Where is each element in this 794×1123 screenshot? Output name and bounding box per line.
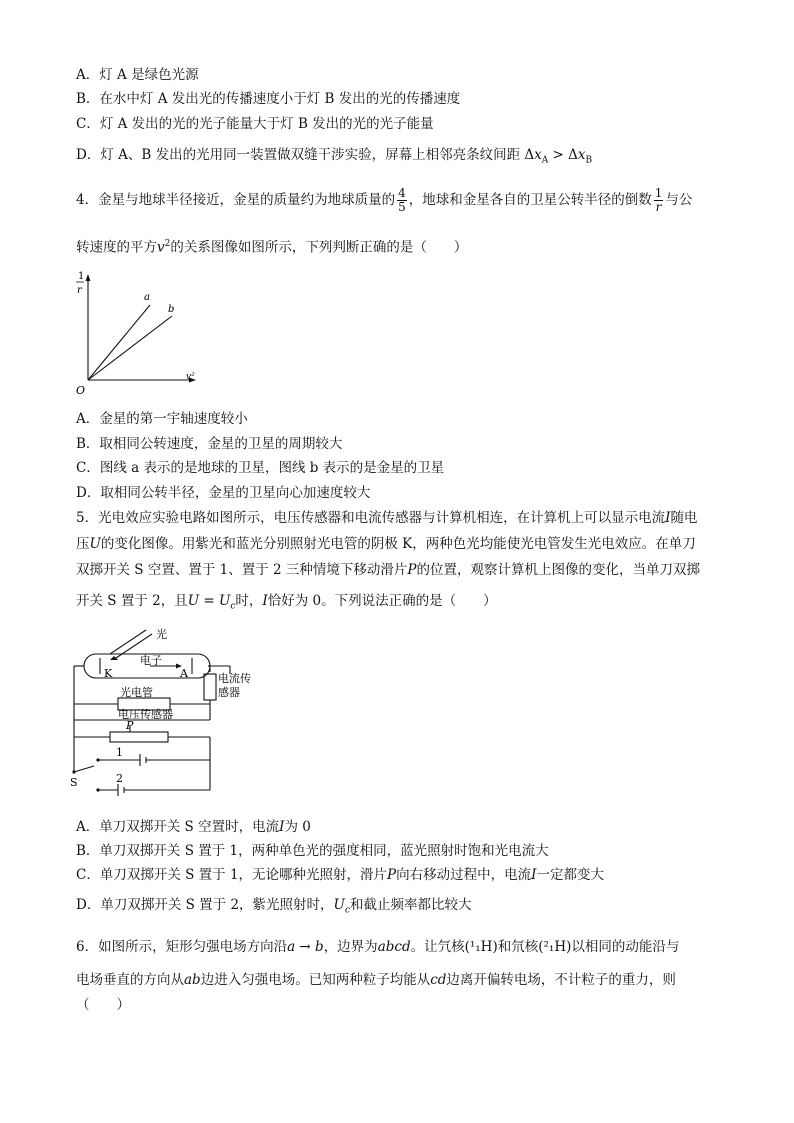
switch-blade: [74, 766, 94, 772]
q5-stem-line-2: 压U的变化图像。用紫光和蓝光分别照射光电管的阴极 K，两种色光均能使光电管发生光电效应。在单刀: [76, 536, 696, 552]
q5-stem-line-3: 双掷开关 S 空置、置于 1、置于 2 三种情境下移动滑片P的位置，观察计算机上图像的变化，当单刀双掷: [76, 562, 700, 578]
q4-stem-line-2: 转速度的平方$v^2$的关系图像如图所示，下列判断正确的是（ ）: [76, 239, 468, 256]
y-axis-label-num: 1: [78, 271, 85, 282]
q6-stem-line-1: 6．如图所示，矩形匀强电场方向沿a → b，边界为abcd。让氕核(¹₁H)和氘核(²₁H)以相同的动能沿与: [76, 939, 680, 955]
q4-stem-line-1: 4．金星与地球半径接近，金星的质量约为地球质量的 $\frac{4}{5}$ ，地球和金星各自的卫星公转半径的倒数 $\frac{1}{r}$ 与公: [76, 186, 693, 214]
current-sensor: [204, 674, 216, 700]
switch-position-2: 2: [116, 772, 123, 785]
q3-option-c: C．灯 A 发出的光的光子能量大于灯 B 发出的光的光子能量: [76, 116, 434, 132]
q5-stem-line-4: 开关 S 置于 2，且$U = U_c$时，I恰好为 0。下列说法正确的是（ ）: [76, 593, 497, 612]
voltage-sensor-label: 电压传感器: [118, 708, 173, 721]
switch-contact-2: [96, 788, 99, 791]
origin-label: O: [76, 384, 86, 397]
switch-label: S: [70, 776, 78, 789]
current-sensor-label-1: 电流传: [218, 672, 251, 685]
q6-stem-line-3: （ ）: [76, 997, 130, 1013]
q5-option-d: D．单刀双掷开关 S 置于 2，紫光照射时，$U_c$和截止频率都比较大: [76, 897, 472, 916]
line-a-label: a: [144, 292, 150, 303]
q5-option-a: A．单刀双掷开关 S 空置时，电流I为 0: [76, 819, 311, 835]
rheostat: [110, 732, 168, 742]
q4-option-b: B．取相同公转速度，金星的卫星的周期较大: [76, 436, 343, 452]
q4-fraction-mass: $\frac{4}{5}$: [398, 186, 406, 214]
q5-option-b: B．单刀双掷开关 S 置于 1，两种单色光的强度相同，蓝光照射时饱和光电流大: [76, 843, 549, 859]
switch-pivot: [72, 770, 75, 773]
q3-option-a: A．灯 A 是绿色光源: [76, 67, 199, 83]
q6-stem-line-2: 电场垂直的方向从ab边进入匀强电场。已知两种粒子均能从cd边离开偏转电场，不计粒子的重力，则: [76, 972, 676, 988]
light-label: 光: [156, 628, 167, 641]
x-axis-label: v²: [186, 372, 195, 382]
switch-contact-1: [96, 758, 99, 761]
q4-graph: [70, 268, 210, 403]
q3-option-b: B．在水中灯 A 发出光的传播速度小于灯 B 发出的光的传播速度: [76, 91, 461, 107]
q4-option-c: C．图线 a 表示的是地球的卫星，图线 b 表示的是金星的卫星: [76, 460, 445, 476]
electron-label: 电子: [140, 654, 162, 667]
line-b: [88, 316, 172, 380]
switch-position-1: 1: [116, 746, 123, 759]
line-b-label: b: [168, 304, 175, 315]
slider-label: P: [126, 719, 134, 732]
y-axis-arrow: [86, 274, 91, 281]
q4-option-a: A．金星的第一宇轴速度较小: [76, 411, 248, 427]
q5-circuit: [70, 626, 260, 802]
current-sensor-label-2: 感器: [218, 686, 240, 699]
cathode-label: K: [104, 667, 113, 680]
anode-label: A: [180, 667, 188, 680]
q3-option-d: D．灯 A、B 发出的光用同一装置做双缝干涉实验，屏幕上相邻亮条纹间距 $\Delta x_A > \Delta x_B$: [76, 147, 593, 166]
q4-fraction-inverse-r: $\frac{1}{r}$: [654, 186, 663, 214]
q5-stem-line-1: 5．光电效应实验电路如图所示，电压传感器和电流传感器与计算机相连，在计算机上可以显示电流I随电: [76, 510, 698, 526]
phototube-label: 光电管: [120, 686, 153, 699]
line-a: [88, 305, 150, 380]
q4-option-d: D．取相同公转半径，金星的卫星向心加速度较大: [76, 485, 371, 501]
y-axis-label-den: r: [77, 285, 82, 296]
q5-option-c: C．单刀双掷开关 S 置于 1，无论哪种光照射，滑片P向右移动过程中，电流I一定都变大: [76, 867, 604, 883]
